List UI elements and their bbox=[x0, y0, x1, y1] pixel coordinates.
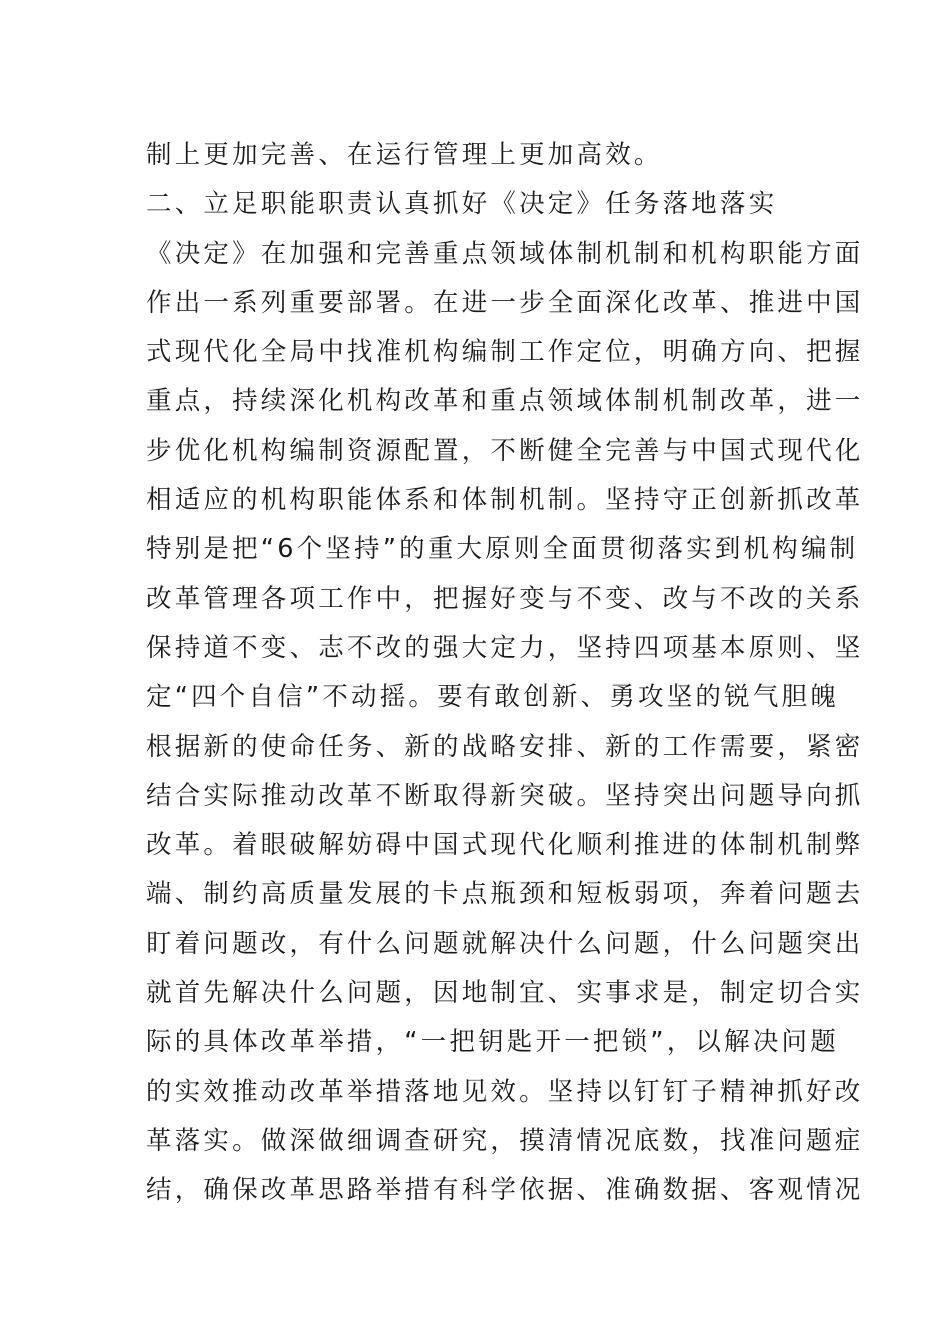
text-line: 盯着问题改，有什么问题就解决什么问题，什么问题突出 bbox=[146, 928, 864, 959]
text-line: 式现代化全局中找准机构编制工作定位，明确方向、把握 bbox=[146, 337, 864, 368]
text-line: 步优化机构编制资源配置，不断健全完善与中国式现代化 bbox=[146, 435, 864, 466]
text-line: 制上更加完善、在运行管理上更加高效。 bbox=[146, 140, 663, 170]
text-line: 际的具体改革举措，“一把钥匙开一把锁”，以解决问题 bbox=[146, 1027, 839, 1058]
text-line: 《决定》在加强和完善重点领域体制机制和机构职能方面 bbox=[146, 238, 864, 269]
section-heading: 二、立足职能职责认真抓好《决定》任务落地落实 bbox=[146, 189, 778, 220]
text-line: 革落实。做深做细调查研究，摸清情况底数，找准问题症 bbox=[146, 1125, 864, 1156]
text-line: 结，确保改革思路举措有科学依据、准确数据、客观情况 bbox=[146, 1175, 864, 1206]
text-line: 改革。着眼破解妨碍中国式现代化顺利推进的体制机制弊 bbox=[146, 830, 864, 861]
text-line: 定“四个自信”不动摇。要有敢创新、勇攻坚的锐气胆魄 bbox=[146, 682, 839, 713]
text-line: 作出一系列重要部署。在进一步全面深化改革、推进中国 bbox=[146, 287, 864, 318]
text-line: 结合实际推动改革不断取得新突破。坚持突出问题导向抓 bbox=[146, 780, 864, 811]
text-line: 改革管理各项工作中，把握好变与不变、改与不改的关系 bbox=[146, 583, 864, 614]
text-line: 根据新的使命任务、新的战略安排、新的工作需要，紧密 bbox=[146, 731, 864, 762]
text-line: 特别是把“6个坚持”的重大原则全面贯彻落实到机构编制 bbox=[146, 534, 859, 565]
text-line: 的实效推动改革举措落地见效。坚持以钉钉子精神抓好改 bbox=[146, 1076, 864, 1107]
text-line: 相适应的机构职能体系和体制机制。坚持守正创新抓改革 bbox=[146, 485, 864, 516]
text-line: 就首先解决什么问题，因地制宜、实事求是，制定切合实 bbox=[146, 978, 864, 1009]
body-text bbox=[146, 131, 864, 1216]
text-line: 端、制约高质量发展的卡点瓶颈和短板弱项，奔着问题去 bbox=[146, 879, 864, 910]
text-line: 重点，持续深化机构改革和重点领域体制机制改革，进一 bbox=[146, 386, 864, 417]
text-line: 保持道不变、志不改的强大定力，坚持四项基本原则、坚 bbox=[146, 632, 864, 663]
